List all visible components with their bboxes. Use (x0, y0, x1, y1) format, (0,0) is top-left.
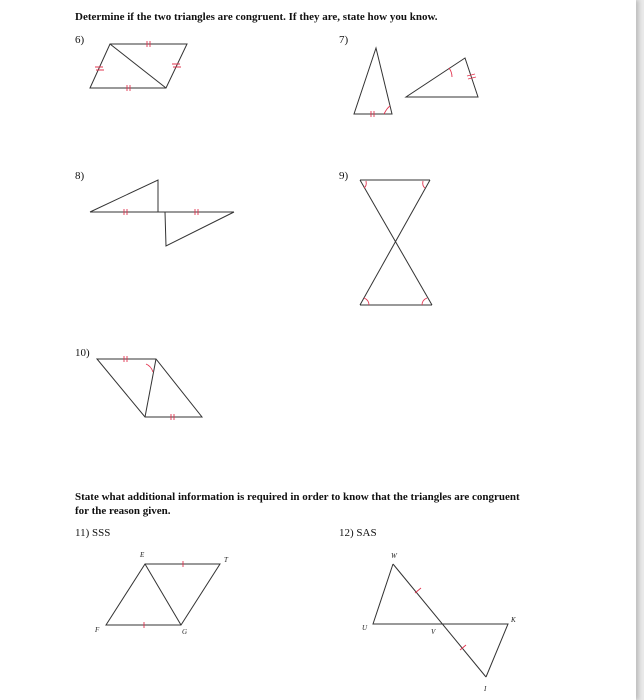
figure-7-triangles (354, 48, 478, 117)
problem-11-reason: SSS (92, 527, 111, 539)
problem-11-number: 11) SSS (75, 527, 111, 539)
problem-12-reason: SAS (356, 527, 377, 539)
figure-8-triangles (90, 180, 234, 246)
problem-7-number: 7) (339, 34, 349, 46)
problem-10-number: 10) (75, 347, 90, 359)
problem-6-number: 6) (75, 34, 85, 46)
vertex-label-k: K (511, 616, 516, 624)
figure-6-parallelogram (90, 41, 187, 91)
problem-9-number: 9) (339, 170, 349, 182)
vertex-label-w: W (391, 552, 397, 560)
instructions-part2-line2: for the reason given. (75, 505, 171, 517)
vertex-label-e: E (140, 551, 145, 559)
problem-8-number: 8) (75, 170, 85, 182)
vertex-label-f: F (95, 626, 100, 634)
vertex-label-i: I (484, 685, 487, 693)
instructions-part1: Determine if the two triangles are congruent. If they are, state how you know. (75, 11, 438, 23)
figure-10-parallelogram (97, 356, 202, 420)
vertex-label-v: V (431, 628, 436, 636)
vertex-label-u: U (362, 624, 368, 632)
figure-12-triangles (373, 564, 508, 677)
vertex-label-t: T (224, 556, 228, 564)
instructions-part2-line1: State what additional information is required in order to know that the triangles are congruent (75, 491, 520, 503)
figure-9-bowtie (360, 180, 432, 305)
problem-12-number: 12) SAS (339, 527, 377, 539)
vertex-label-g: G (182, 628, 188, 636)
figure-11-parallelogram (106, 561, 220, 628)
